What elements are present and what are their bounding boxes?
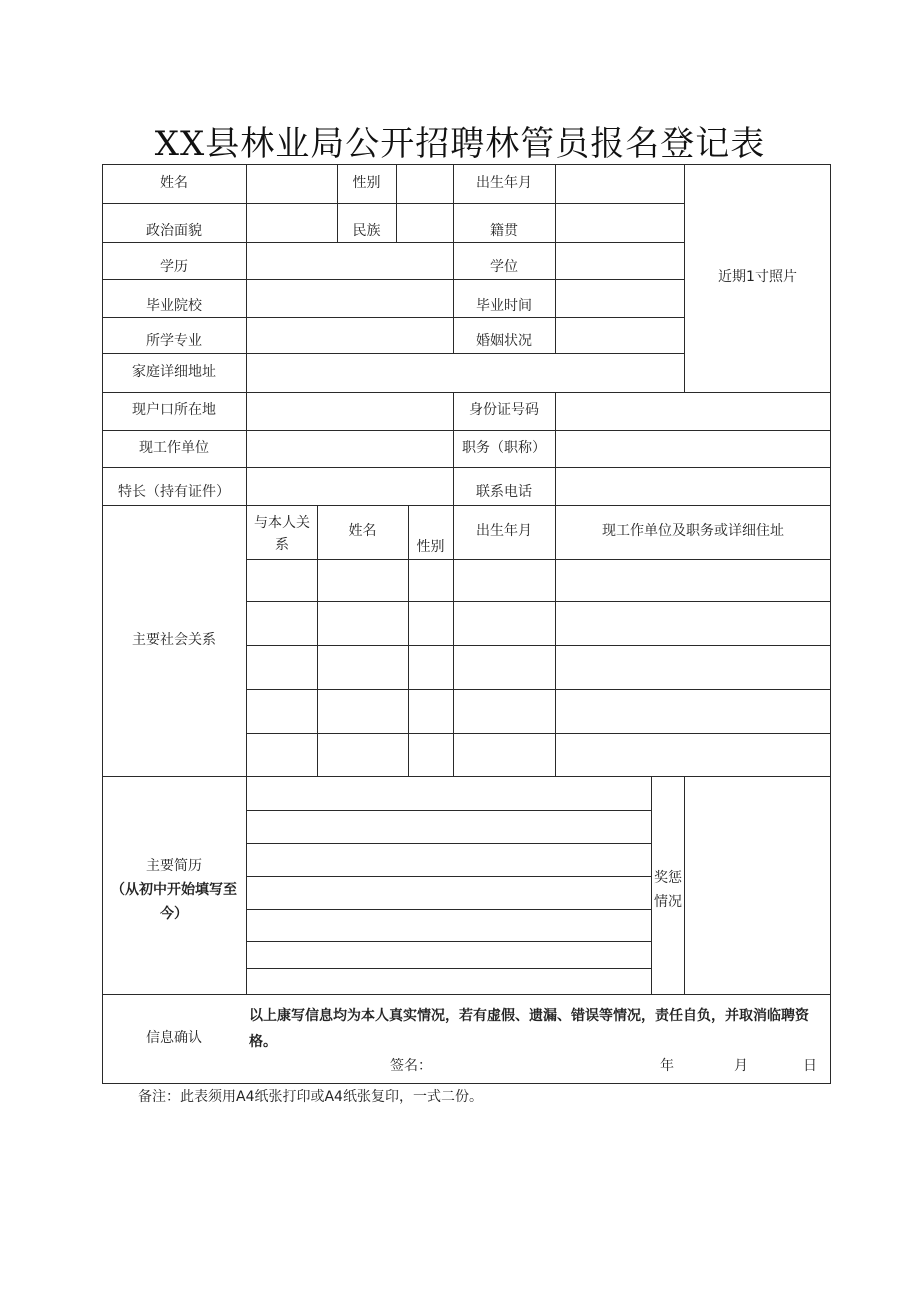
relation-row-1[interactable] [247,560,830,600]
award-label: 奖惩情况 [654,870,682,910]
specialty-label: 特长（持有证件） [118,484,230,501]
grad-time-field[interactable] [556,280,683,316]
resume-entries[interactable] [247,777,650,993]
confirm-label: 信息确认 [146,1030,202,1047]
position-field[interactable] [556,431,830,466]
id-number-field[interactable] [556,393,830,429]
name-field[interactable] [247,165,336,202]
hukou-field[interactable] [247,393,452,429]
hukou-label: 现户口所在地 [132,402,216,419]
relations-header-gender: 性别 [416,539,445,556]
date-day-label: 日 [803,1058,817,1075]
phone-label: 联系电话 [476,484,532,501]
education-field[interactable] [247,243,452,278]
native-place-label: 籍贯 [490,223,518,240]
relations-header-birth: 出生年月 [476,523,532,540]
politics-field[interactable] [247,204,336,241]
work-unit-field[interactable] [247,431,452,466]
marital-label: 婚姻状况 [476,333,532,350]
relation-row-2[interactable] [247,602,830,644]
phone-field[interactable] [556,468,830,504]
politics-label: 政治面貌 [146,223,202,240]
specialty-field[interactable] [247,468,452,504]
major-label: 所学专业 [146,333,202,350]
degree-field[interactable] [556,243,683,278]
ethnicity-field[interactable] [397,204,452,241]
resume-label [104,850,244,930]
relation-row-3[interactable] [247,646,830,688]
page-title: XX县林业局公开招聘林管员报名登记表 [154,124,766,164]
address-label: 家庭详细地址 [132,363,216,380]
address-field[interactable] [247,354,683,391]
school-field[interactable] [247,280,452,316]
relations-header-work: 现工作单位及职务或详细住址 [602,523,784,540]
marital-field[interactable] [556,318,683,352]
relations-header-relationship: 与本人关系 [254,515,310,553]
relations-header-name: 姓名 [348,523,377,540]
resume-label-title: 主要简历 [146,858,202,874]
award-field[interactable] [685,777,830,993]
position-label: 职务（职称） [462,439,546,456]
name-label: 姓名 [160,174,188,191]
degree-label: 学位 [490,259,518,276]
confirm-statement: 以上康写信息均为本人真实情况，若有虚假、遗漏、错误等情况，责任自负，并取消临聘资格。 [249,1008,809,1050]
sign-label: 签名： [390,1058,432,1075]
signature-field[interactable] [436,1056,636,1078]
relation-row-5[interactable] [247,734,830,775]
relations-section-label: 主要社会关系 [132,631,216,648]
birth-field[interactable] [556,165,683,202]
school-label: 毕业院校 [146,298,202,315]
gender-label: 性别 [352,174,381,191]
education-label: 学历 [160,259,188,276]
resume-label-note: （从初中开始填写至今） [111,882,237,922]
id-number-label: 身份证号码 [469,402,539,419]
grad-time-label: 毕业时间 [476,298,532,315]
ethnicity-label: 民族 [352,223,381,240]
native-place-field[interactable] [556,204,683,241]
work-unit-label: 现工作单位 [139,439,209,456]
photo-placeholder[interactable]: 近期1寸照片 [718,269,797,286]
date-year-label: 年 [660,1058,674,1075]
major-field[interactable] [247,318,452,352]
date-month-label: 月 [734,1058,748,1075]
relation-row-4[interactable] [247,690,830,732]
birth-label: 出生年月 [476,174,532,191]
footer-note: 备注：此表须用A4纸张打印或A4纸张复印，一式二份。 [138,1089,483,1105]
gender-field[interactable] [397,165,452,202]
